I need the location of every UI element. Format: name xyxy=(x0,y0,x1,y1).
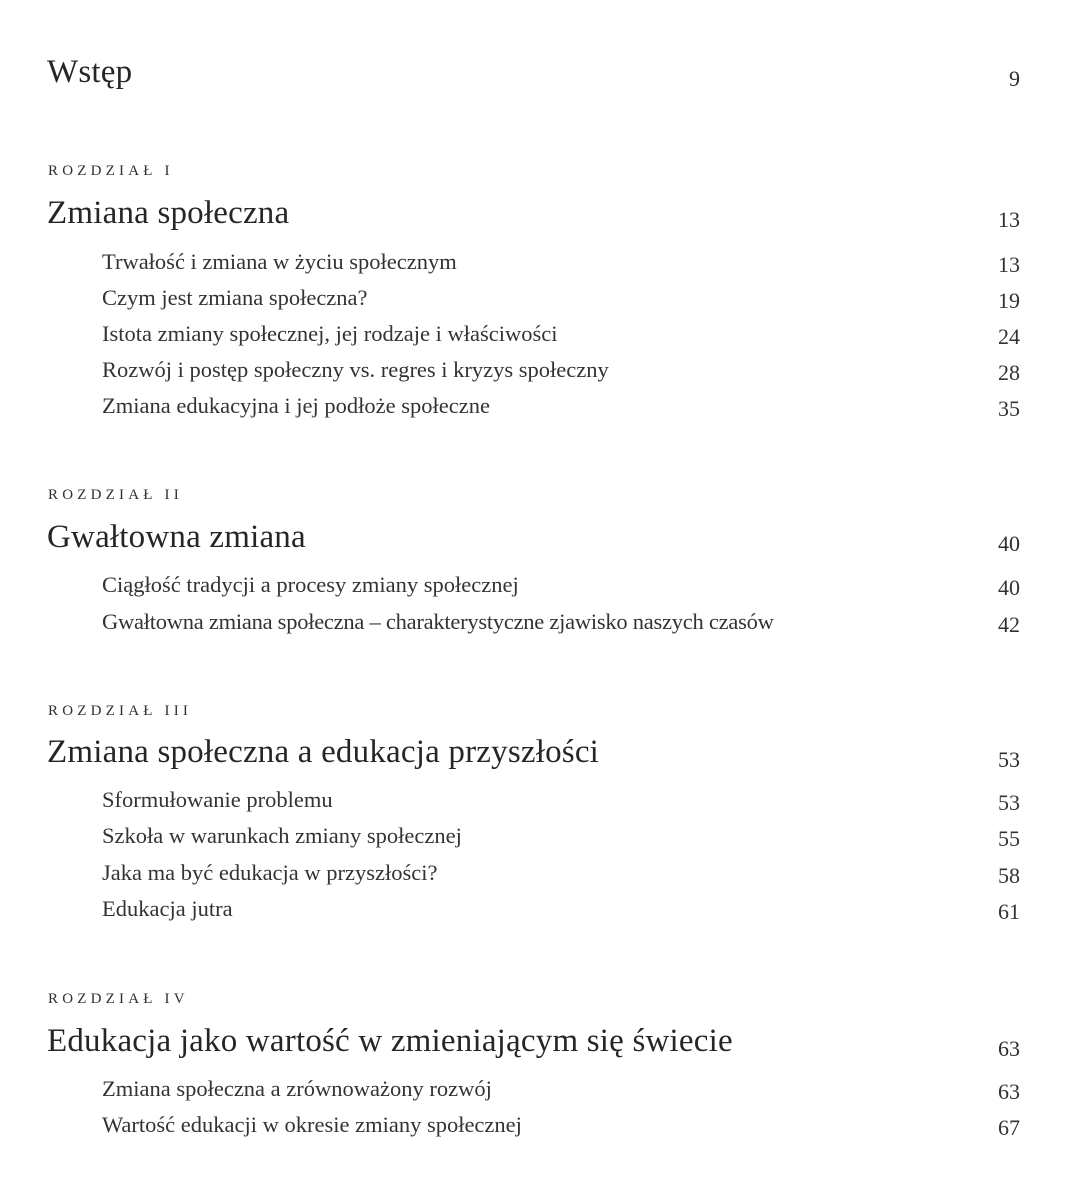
chapter-3-label: ROZDZIAŁ III xyxy=(48,703,193,719)
chapter-3-title: Zmiana społeczna a edukacja przyszłości xyxy=(47,734,600,770)
toc-entry[interactable] xyxy=(0,249,1090,279)
intro-page-number: 9 xyxy=(1009,66,1020,91)
chapter-4-title: Edukacja jako wartość w zmieniającym się świecie xyxy=(47,1023,733,1059)
entry-title: Ciągłość tradycji a procesy zmiany społecznej xyxy=(102,572,519,597)
entry-page-number: 28 xyxy=(998,360,1020,385)
intro-title: Wstęp xyxy=(47,54,133,90)
toc-entry[interactable] xyxy=(0,572,1090,602)
chapter-1-title: Zmiana społeczna xyxy=(47,195,290,231)
chapter-4-label: ROZDZIAŁ IV xyxy=(48,991,189,1007)
entry-title: Zmiana społeczna a zrównoważony rozwój xyxy=(102,1076,492,1101)
entry-page-number: 67 xyxy=(998,1115,1020,1140)
entry-title: Rozwój i postęp społeczny vs. regres i kryzys społeczny xyxy=(102,357,609,382)
toc-entry[interactable] xyxy=(0,357,1090,387)
entry-page-number: 13 xyxy=(998,252,1020,277)
chapter-2-page-number: 40 xyxy=(998,531,1020,556)
toc-entry[interactable] xyxy=(0,1112,1090,1142)
entry-page-number: 55 xyxy=(998,826,1020,851)
entry-page-number: 40 xyxy=(998,575,1020,600)
entry-title: Zmiana edukacyjna i jej podłoże społeczne xyxy=(102,393,490,418)
toc-entry[interactable] xyxy=(0,1076,1090,1106)
toc-entry[interactable] xyxy=(0,285,1090,315)
chapter-4-heading-row[interactable] xyxy=(0,1023,1090,1067)
entry-title: Czym jest zmiana społeczna? xyxy=(102,285,368,310)
toc-entry[interactable] xyxy=(0,609,1090,639)
entry-page-number: 61 xyxy=(998,899,1020,924)
entry-page-number: 53 xyxy=(998,790,1020,815)
entry-title: Gwałtowna zmiana społeczna – charakterystyczne zjawisko naszych czasów xyxy=(102,609,774,634)
toc-entry[interactable] xyxy=(0,321,1090,351)
entry-page-number: 42 xyxy=(998,612,1020,637)
entry-title: Edukacja jutra xyxy=(102,896,233,921)
toc-entry[interactable] xyxy=(0,787,1090,817)
toc-entry[interactable] xyxy=(0,393,1090,423)
toc-entry[interactable] xyxy=(0,860,1090,890)
entry-title: Istota zmiany społecznej, jej rodzaje i właściwości xyxy=(102,321,558,346)
entry-title: Jaka ma być edukacja w przyszłości? xyxy=(102,860,438,885)
chapter-1-page-number: 13 xyxy=(998,207,1020,232)
chapter-1-label: ROZDZIAŁ I xyxy=(48,163,174,179)
chapter-2-heading-row[interactable] xyxy=(0,519,1090,563)
entry-page-number: 58 xyxy=(998,863,1020,888)
chapter-1-heading-row[interactable] xyxy=(0,195,1090,239)
entry-title: Sformułowanie problemu xyxy=(102,787,333,812)
toc-entry[interactable] xyxy=(0,823,1090,853)
chapter-3-heading-row[interactable] xyxy=(0,734,1090,778)
chapter-2-title: Gwałtowna zmiana xyxy=(47,519,306,555)
entry-page-number: 63 xyxy=(998,1079,1020,1104)
entry-page-number: 24 xyxy=(998,324,1020,349)
toc-intro-row[interactable] xyxy=(0,52,1090,96)
entry-title: Wartość edukacji w okresie zmiany społecznej xyxy=(102,1112,522,1137)
entry-title: Szkoła w warunkach zmiany społecznej xyxy=(102,823,462,848)
entry-page-number: 19 xyxy=(998,288,1020,313)
entry-title: Trwałość i zmiana w życiu społecznym xyxy=(102,249,457,274)
chapter-3-page-number: 53 xyxy=(998,747,1020,772)
toc-entry[interactable] xyxy=(0,896,1090,926)
entry-page-number: 35 xyxy=(998,396,1020,421)
chapter-4-page-number: 63 xyxy=(998,1036,1020,1061)
chapter-2-label: ROZDZIAŁ II xyxy=(48,487,183,503)
